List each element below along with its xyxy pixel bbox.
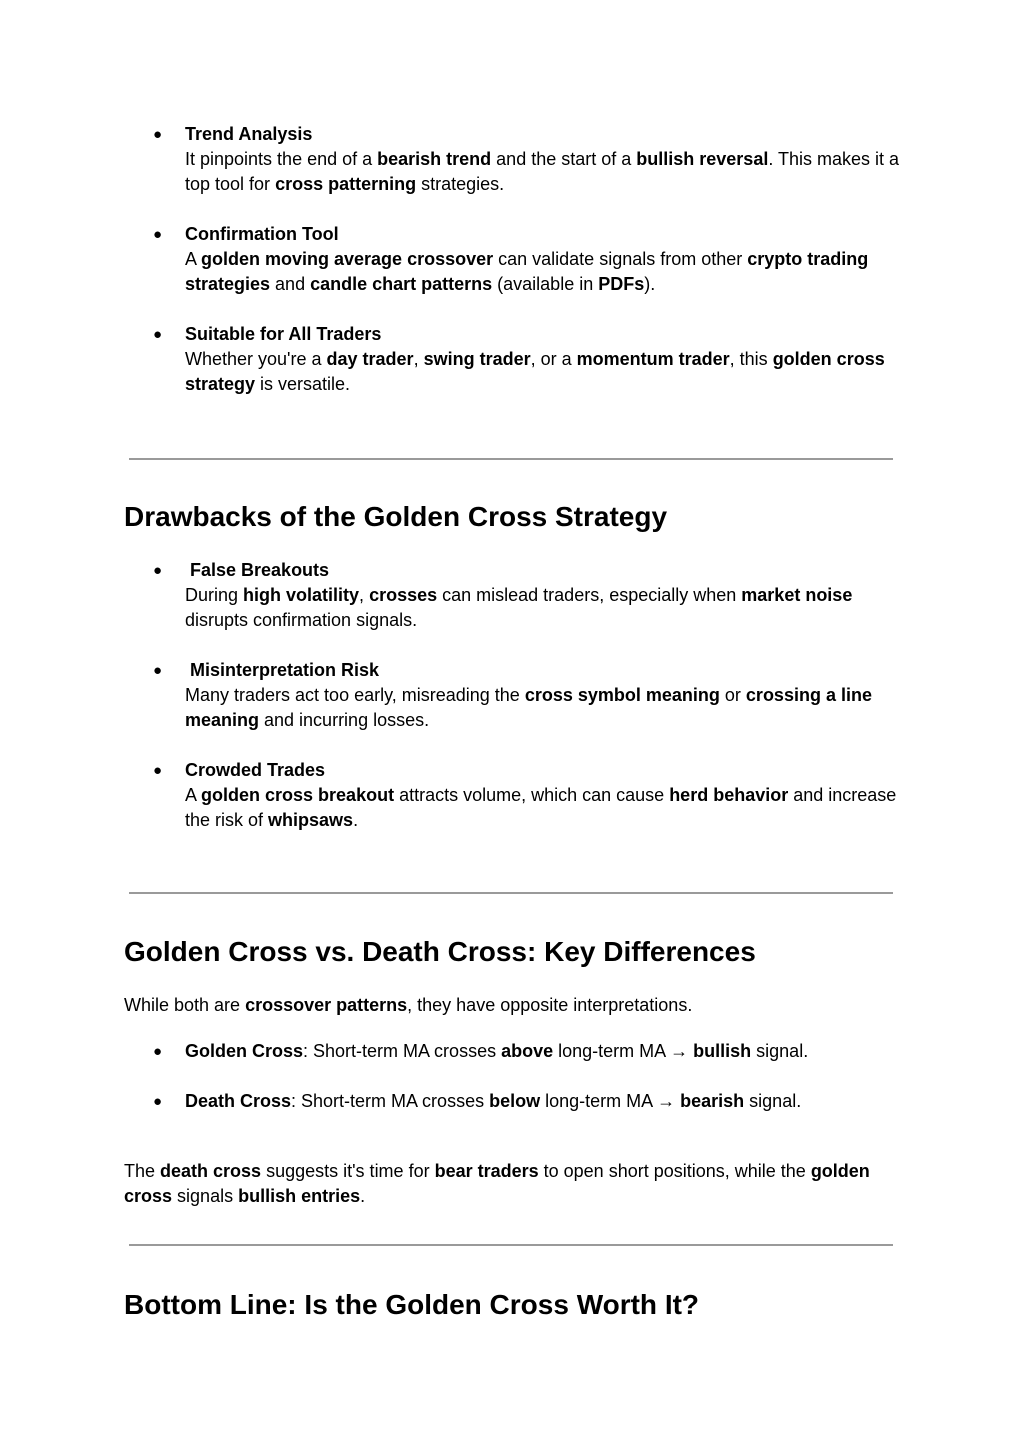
bold-text-run: golden moving average crossover — [201, 249, 494, 269]
comparison-intro-paragraph — [124, 993, 904, 1018]
bold-text-run: candle chart patterns — [310, 274, 493, 294]
list-item-title: Misinterpretation Risk — [185, 660, 380, 680]
text-run: and the start of a — [491, 149, 637, 169]
bullet-icon: ● — [153, 326, 163, 343]
list-item-body — [185, 147, 905, 197]
text-run: : Short-term MA crosses — [291, 1091, 490, 1111]
bold-text-run: crossover patterns — [245, 995, 408, 1015]
bold-text-run: golden cross — [124, 1161, 870, 1206]
text-run: to open short positions, while the — [538, 1161, 811, 1181]
list-item-suitable-for-all-traders — [185, 322, 905, 397]
text-run: The — [124, 1161, 161, 1181]
text-run: signal. — [751, 1041, 809, 1061]
text-run: strategies. — [416, 174, 505, 194]
bold-text-run: herd behavior — [669, 785, 789, 805]
list-item-crowded-trades — [185, 758, 905, 833]
text-run: During — [185, 585, 244, 605]
bold-text-run: cross symbol meaning — [524, 685, 720, 705]
text-run: can mislead traders, especially when — [437, 585, 742, 605]
bullet-icon: ● — [153, 562, 163, 579]
list-item-misinterpretation-risk — [185, 658, 905, 733]
horizontal-divider — [129, 458, 893, 460]
text-run: long-term MA → — [553, 1041, 694, 1061]
list-item-body — [185, 347, 905, 397]
list-item-body — [185, 683, 905, 733]
list-item-title: Confirmation Tool — [185, 224, 339, 244]
bold-text-run: crosses — [369, 585, 438, 605]
text-run: Many traders act too early, misreading the — [185, 685, 525, 705]
bold-text-run: death cross — [160, 1161, 262, 1181]
text-run: It pinpoints the end of a — [185, 149, 378, 169]
bold-text-run: Death Cross — [185, 1091, 292, 1111]
bold-text-run: day trader — [326, 349, 414, 369]
text-run: can validate signals from other — [493, 249, 748, 269]
text-run: attracts volume, which can cause — [394, 785, 670, 805]
list-item-body — [185, 783, 905, 833]
text-run: . This makes it a top tool for — [185, 149, 900, 194]
bold-text-run: bear traders — [434, 1161, 539, 1181]
bold-text-run: bearish — [680, 1091, 745, 1111]
horizontal-divider — [129, 1244, 893, 1246]
section-heading-comparison: Golden Cross vs. Death Cross: Key Differences — [124, 936, 756, 967]
list-item-confirmation-tool — [185, 222, 905, 297]
bullet-icon: ● — [153, 662, 163, 679]
bullet-icon: ● — [153, 1093, 163, 1110]
text-run: signals — [172, 1186, 239, 1206]
text-run: Whether you're a — [185, 349, 327, 369]
text-run: , they have opposite interpretations. — [407, 995, 693, 1015]
bold-text-run: high volatility — [243, 585, 360, 605]
comparison-summary-paragraph — [124, 1159, 904, 1209]
text-run: and incurring losses. — [259, 710, 430, 730]
text-run: , — [359, 585, 370, 605]
bullet-icon: ● — [153, 1043, 163, 1060]
list-item-golden-cross — [185, 1039, 905, 1064]
list-item-title: Trend Analysis — [185, 124, 313, 144]
text-run: signal. — [744, 1091, 802, 1111]
text-run: While both are — [124, 995, 246, 1015]
list-item-false-breakouts — [185, 558, 905, 633]
text-run: suggests it's time for — [261, 1161, 435, 1181]
text-run: . — [360, 1186, 366, 1206]
bullet-icon: ● — [153, 762, 163, 779]
bullet-icon: ● — [153, 126, 163, 143]
bold-text-run: crossing a line meaning — [185, 685, 872, 730]
bold-text-run: Golden Cross — [185, 1041, 304, 1061]
text-run: is versatile. — [255, 374, 351, 394]
bold-text-run: bullish — [693, 1041, 752, 1061]
bold-text-run: golden cross breakout — [201, 785, 395, 805]
text-run: (available in — [492, 274, 599, 294]
text-run: . — [353, 810, 359, 830]
bold-text-run: swing trader — [423, 349, 531, 369]
list-item-death-cross — [185, 1089, 905, 1114]
text-run: , or a — [530, 349, 577, 369]
text-run: and — [270, 274, 311, 294]
text-run: , — [413, 349, 424, 369]
bold-text-run: market noise — [741, 585, 853, 605]
bold-text-run: bullish reversal — [636, 149, 769, 169]
text-run: A — [185, 249, 202, 269]
bold-text-run: momentum trader — [576, 349, 730, 369]
bold-text-run: bullish entries — [238, 1186, 361, 1206]
list-item-body — [185, 247, 905, 297]
text-run: A — [185, 785, 202, 805]
text-run: long-term MA → — [540, 1091, 681, 1111]
text-run: and increase the risk of — [185, 785, 897, 830]
text-run: : Short-term MA crosses — [303, 1041, 502, 1061]
horizontal-divider — [129, 892, 893, 894]
bold-text-run: cross patterning — [275, 174, 417, 194]
bold-text-run: golden cross strategy — [185, 349, 885, 394]
bullet-icon: ● — [153, 226, 163, 243]
section-heading-bottom-line: Bottom Line: Is the Golden Cross Worth It? — [124, 1289, 700, 1320]
bold-text-run: above — [501, 1041, 554, 1061]
list-item-title: Suitable for All Traders — [185, 324, 382, 344]
section-heading-drawbacks: Drawbacks of the Golden Cross Strategy — [124, 501, 668, 532]
list-item-title: False Breakouts — [185, 560, 330, 580]
bold-text-run: bearish trend — [377, 149, 492, 169]
text-run: ). — [644, 274, 656, 294]
bold-text-run: crypto trading strategies — [185, 249, 869, 294]
list-item-body — [185, 583, 905, 633]
list-item-title: Crowded Trades — [185, 760, 326, 780]
bold-text-run: PDFs — [598, 274, 645, 294]
text-run: or — [719, 685, 746, 705]
text-run: disrupts confirmation signals. — [185, 610, 418, 630]
text-run: , this — [729, 349, 773, 369]
bold-text-run: below — [489, 1091, 541, 1111]
bold-text-run: whipsaws — [268, 810, 354, 830]
list-item-trend-analysis — [185, 122, 905, 197]
